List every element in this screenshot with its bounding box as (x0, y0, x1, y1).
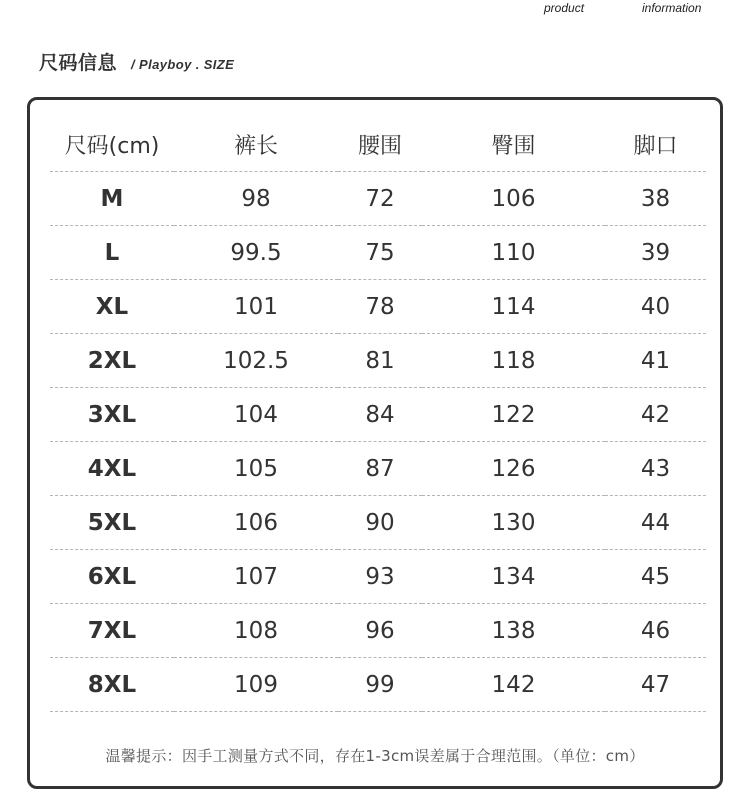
hem-cell: 38 (605, 172, 706, 226)
table-row (50, 280, 706, 334)
hip-cell: 106 (422, 172, 605, 226)
size-cell: 2XL (50, 334, 174, 388)
length-cell: 109 (174, 658, 338, 712)
size-cell: 8XL (50, 658, 174, 712)
table-header-row (50, 117, 706, 172)
hem-cell: 41 (605, 334, 706, 388)
column-header-size: 尺码(cm) (50, 117, 174, 172)
length-cell: 108 (174, 604, 338, 658)
size-cell: M (50, 172, 174, 226)
length-cell: 105 (174, 442, 338, 496)
hem-cell: 40 (605, 280, 706, 334)
table-row (50, 496, 706, 550)
product-link[interactable]: product (544, 1, 585, 15)
table-row (50, 226, 706, 280)
table-row (50, 442, 706, 496)
table-row (50, 172, 706, 226)
hem-cell: 45 (605, 550, 706, 604)
column-header-hem: 脚口 (605, 117, 706, 172)
hip-cell: 122 (422, 388, 605, 442)
column-header-hip: 臀围 (422, 117, 605, 172)
size-cell: 4XL (50, 442, 174, 496)
measurement-note: 温馨提示：因手工测量方式不同，存在1-3cm误差属于合理范围。（单位：cm） (105, 747, 645, 765)
waist-cell: 96 (338, 604, 422, 658)
waist-cell: 93 (338, 550, 422, 604)
hem-cell: 42 (605, 388, 706, 442)
table-body (50, 172, 706, 712)
length-cell: 99.5 (174, 226, 338, 280)
length-cell: 104 (174, 388, 338, 442)
size-cell: 5XL (50, 496, 174, 550)
hip-cell: 134 (422, 550, 605, 604)
hem-cell: 47 (605, 658, 706, 712)
table-row (50, 604, 706, 658)
waist-cell: 81 (338, 334, 422, 388)
hip-cell: 114 (422, 280, 605, 334)
table-row (50, 334, 706, 388)
hem-cell: 46 (605, 604, 706, 658)
hem-cell: 43 (605, 442, 706, 496)
hem-cell: 39 (605, 226, 706, 280)
information-link[interactable]: information (642, 1, 702, 15)
waist-cell: 87 (338, 442, 422, 496)
hip-cell: 118 (422, 334, 605, 388)
size-cell: 3XL (50, 388, 174, 442)
waist-cell: 90 (338, 496, 422, 550)
column-header-waist: 腰围 (338, 117, 422, 172)
section-header (39, 48, 234, 76)
size-cell: XL (50, 280, 174, 334)
hip-cell: 130 (422, 496, 605, 550)
hip-cell: 126 (422, 442, 605, 496)
hip-cell: 110 (422, 226, 605, 280)
size-cell: L (50, 226, 174, 280)
top-links (0, 0, 750, 20)
length-cell: 98 (174, 172, 338, 226)
page-subtitle: / Playboy . SIZE (131, 57, 235, 72)
table-row (50, 550, 706, 604)
size-cell: 6XL (50, 550, 174, 604)
waist-cell: 78 (338, 280, 422, 334)
hem-cell: 44 (605, 496, 706, 550)
hip-cell: 138 (422, 604, 605, 658)
length-cell: 102.5 (174, 334, 338, 388)
waist-cell: 84 (338, 388, 422, 442)
table-row (50, 388, 706, 442)
length-cell: 106 (174, 496, 338, 550)
size-table (50, 117, 706, 712)
column-header-length: 裤长 (174, 117, 338, 172)
page-title: 尺码信息 (39, 52, 118, 74)
length-cell: 107 (174, 550, 338, 604)
waist-cell: 99 (338, 658, 422, 712)
hip-cell: 142 (422, 658, 605, 712)
waist-cell: 75 (338, 226, 422, 280)
size-cell: 7XL (50, 604, 174, 658)
size-chart-card (27, 97, 723, 789)
waist-cell: 72 (338, 172, 422, 226)
length-cell: 101 (174, 280, 338, 334)
table-row (50, 658, 706, 712)
